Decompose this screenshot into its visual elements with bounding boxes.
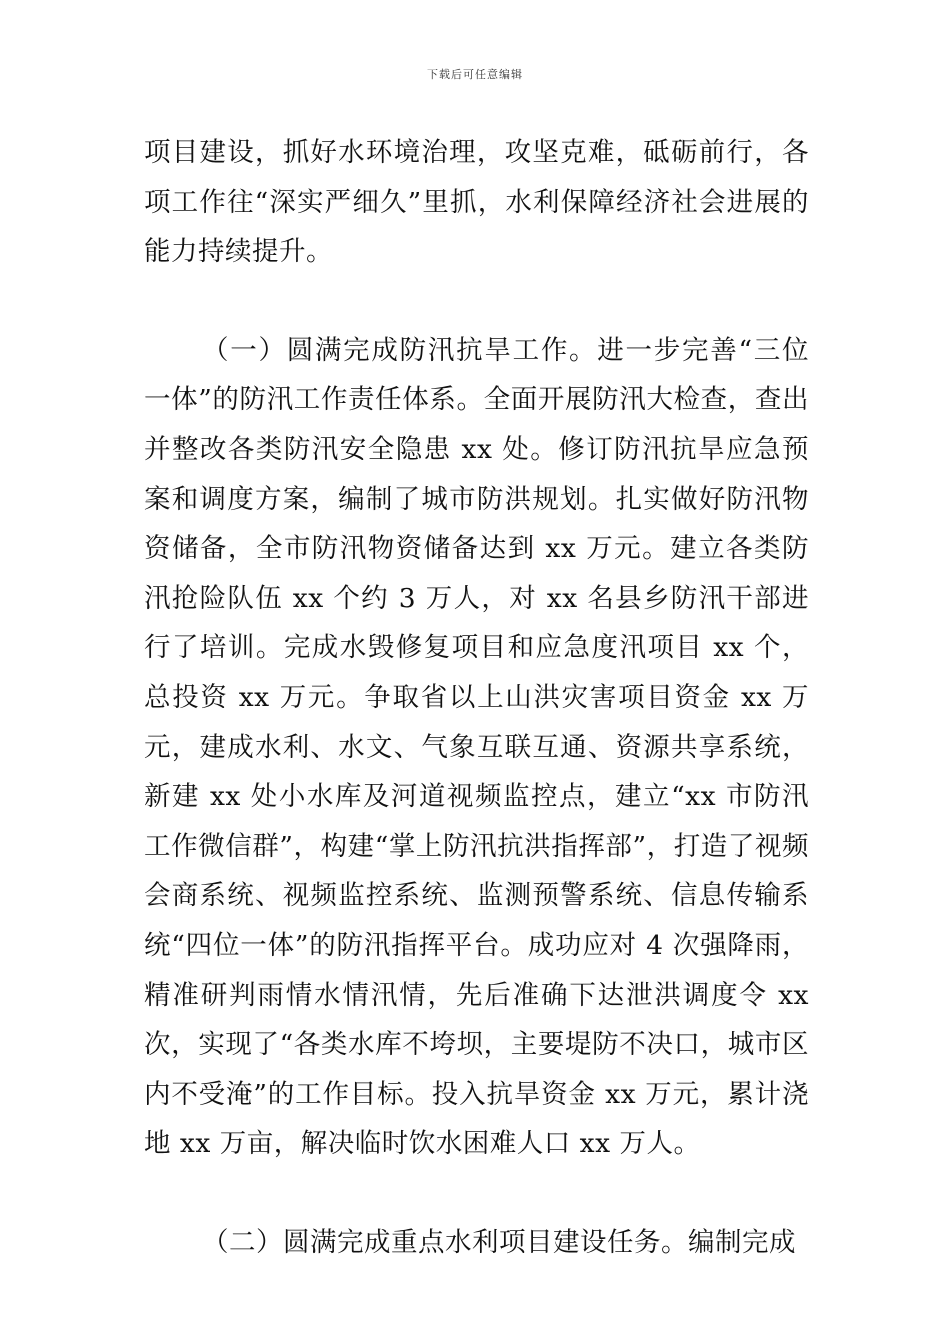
paragraph-gap	[144, 1169, 809, 1218]
paragraph-flood-control: （一）圆满完成防汛抗旱工作。进一步完善“三位一体”的防汛工作责任体系。全面开展防汛大检查，查出并整改各类防汛安全隐患 xx 处。修订防汛抗旱应急预案和调度方案，编制了城市防洪规划。扎实做好防汛物资储备，全市防汛物资储备达到 xx 万元。建立各类防汛抢险队伍 xx 个约 3 万人，对 xx 名县乡防汛干部进行了培训。完成水毁修复项目和应急度汛项目 xx 个，总投资 xx 万元。争取省以上山洪灾害项目资金 xx 万元，建成水利、水文、气象互联互通、资源共享系统，新建 xx 处小水库及河道视频监控点，建立“xx 市防汛工作微信群”，构建“掌上防汛抗洪指挥部”，打造了视频会商系统、视频监控系统、监测预警系统、信息传输系统“四位一体”的防汛指挥平台。成功应对 4 次强降雨，精准研判雨情水情汛情，先后准确下达泄洪调度令 xx 次，实现了“各类水库不垮坝，主要堤防不决口，城市区内不受淹”的工作目标。投入抗旱资金 xx 万元，累计浇地 xx 万亩，解决临时饮水困难人口 xx 万人。	[144, 334, 809, 1160]
document-body	[144, 128, 809, 1267]
header-note: 下载后可任意编辑	[427, 68, 523, 81]
paragraph-key-projects: （二）圆满完成重点水利项目建设任务。编制完成	[202, 1226, 796, 1258]
paragraph-intro: 项目建设，抓好水环境治理，攻坚克难，砥砺前行，各项工作往“深实严细久”里抓，水利保障经济社会进展的能力持续提升。	[144, 137, 809, 268]
paragraph-gap	[144, 277, 809, 326]
